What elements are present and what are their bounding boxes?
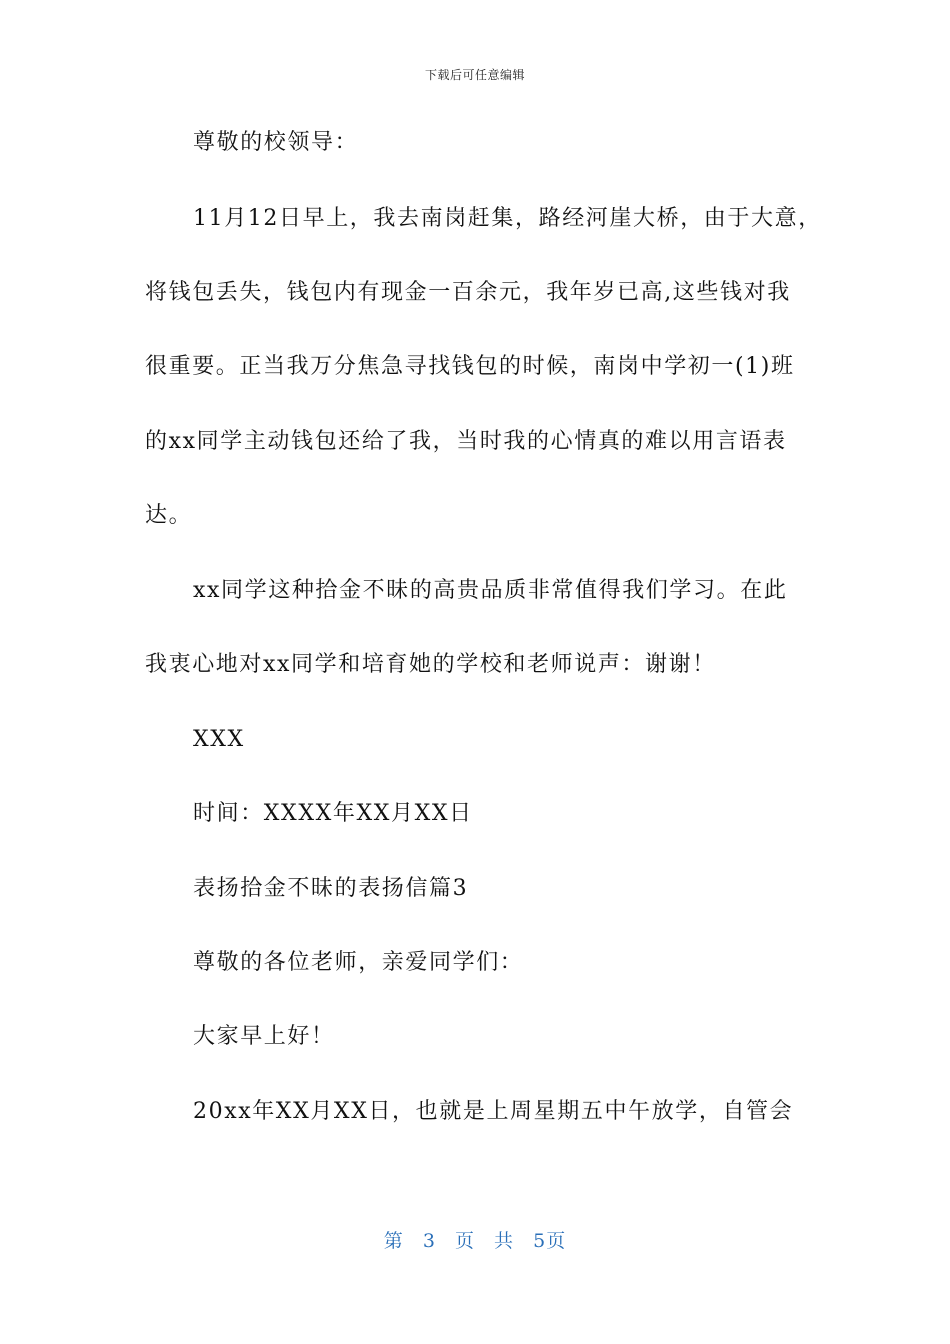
date-line: 时间：XXXX年XX月XX日 (193, 801, 473, 826)
footer-label-gong: 共 (494, 1230, 515, 1252)
salutation-line: 尊敬的各位老师，亲爱同学们： (193, 950, 524, 975)
section-title: 表扬拾金不昧的表扬信篇3 (193, 876, 469, 901)
paragraph-line: 达。 (145, 503, 193, 528)
paragraph-line: 我衷心地对xx同学和培育她的学校和老师说声：谢谢！ (145, 652, 716, 677)
footer-label-ye: 页 (454, 1230, 475, 1252)
paragraph-line: 将钱包丢失，钱包内有现金一百余元，我年岁已高,这些钱对我 (145, 280, 791, 305)
greeting-line: 大家早上好！ (193, 1024, 335, 1049)
signature-line: XXX (193, 727, 245, 752)
page-footer (0, 1226, 950, 1253)
footer-page-number: 3 (422, 1230, 436, 1252)
footer-label-di: 第 (383, 1230, 404, 1252)
paragraph-line: xx同学这种拾金不昧的高贵品质非常值得我们学习。在此 (193, 578, 788, 603)
paragraph-line: 很重要。正当我万分焦急寻找钱包的时候，南岗中学初一(1)班 (145, 354, 795, 379)
paragraph-line: 11月12日早上，我去南岗赶集，路经河崖大桥，由于大意， (193, 206, 822, 231)
paragraph-line: 的xx同学主动钱包还给了我，当时我的心情真的难以用言语表 (145, 429, 787, 454)
footer-total-pages: 5页 (533, 1230, 567, 1252)
page-header: 下载后可任意编辑 (424, 68, 525, 82)
paragraph-line: 20xx年XX月XX日，也就是上周星期五中午放学，自管会 (193, 1099, 794, 1124)
salutation-line: 尊敬的校领导： (193, 130, 359, 155)
